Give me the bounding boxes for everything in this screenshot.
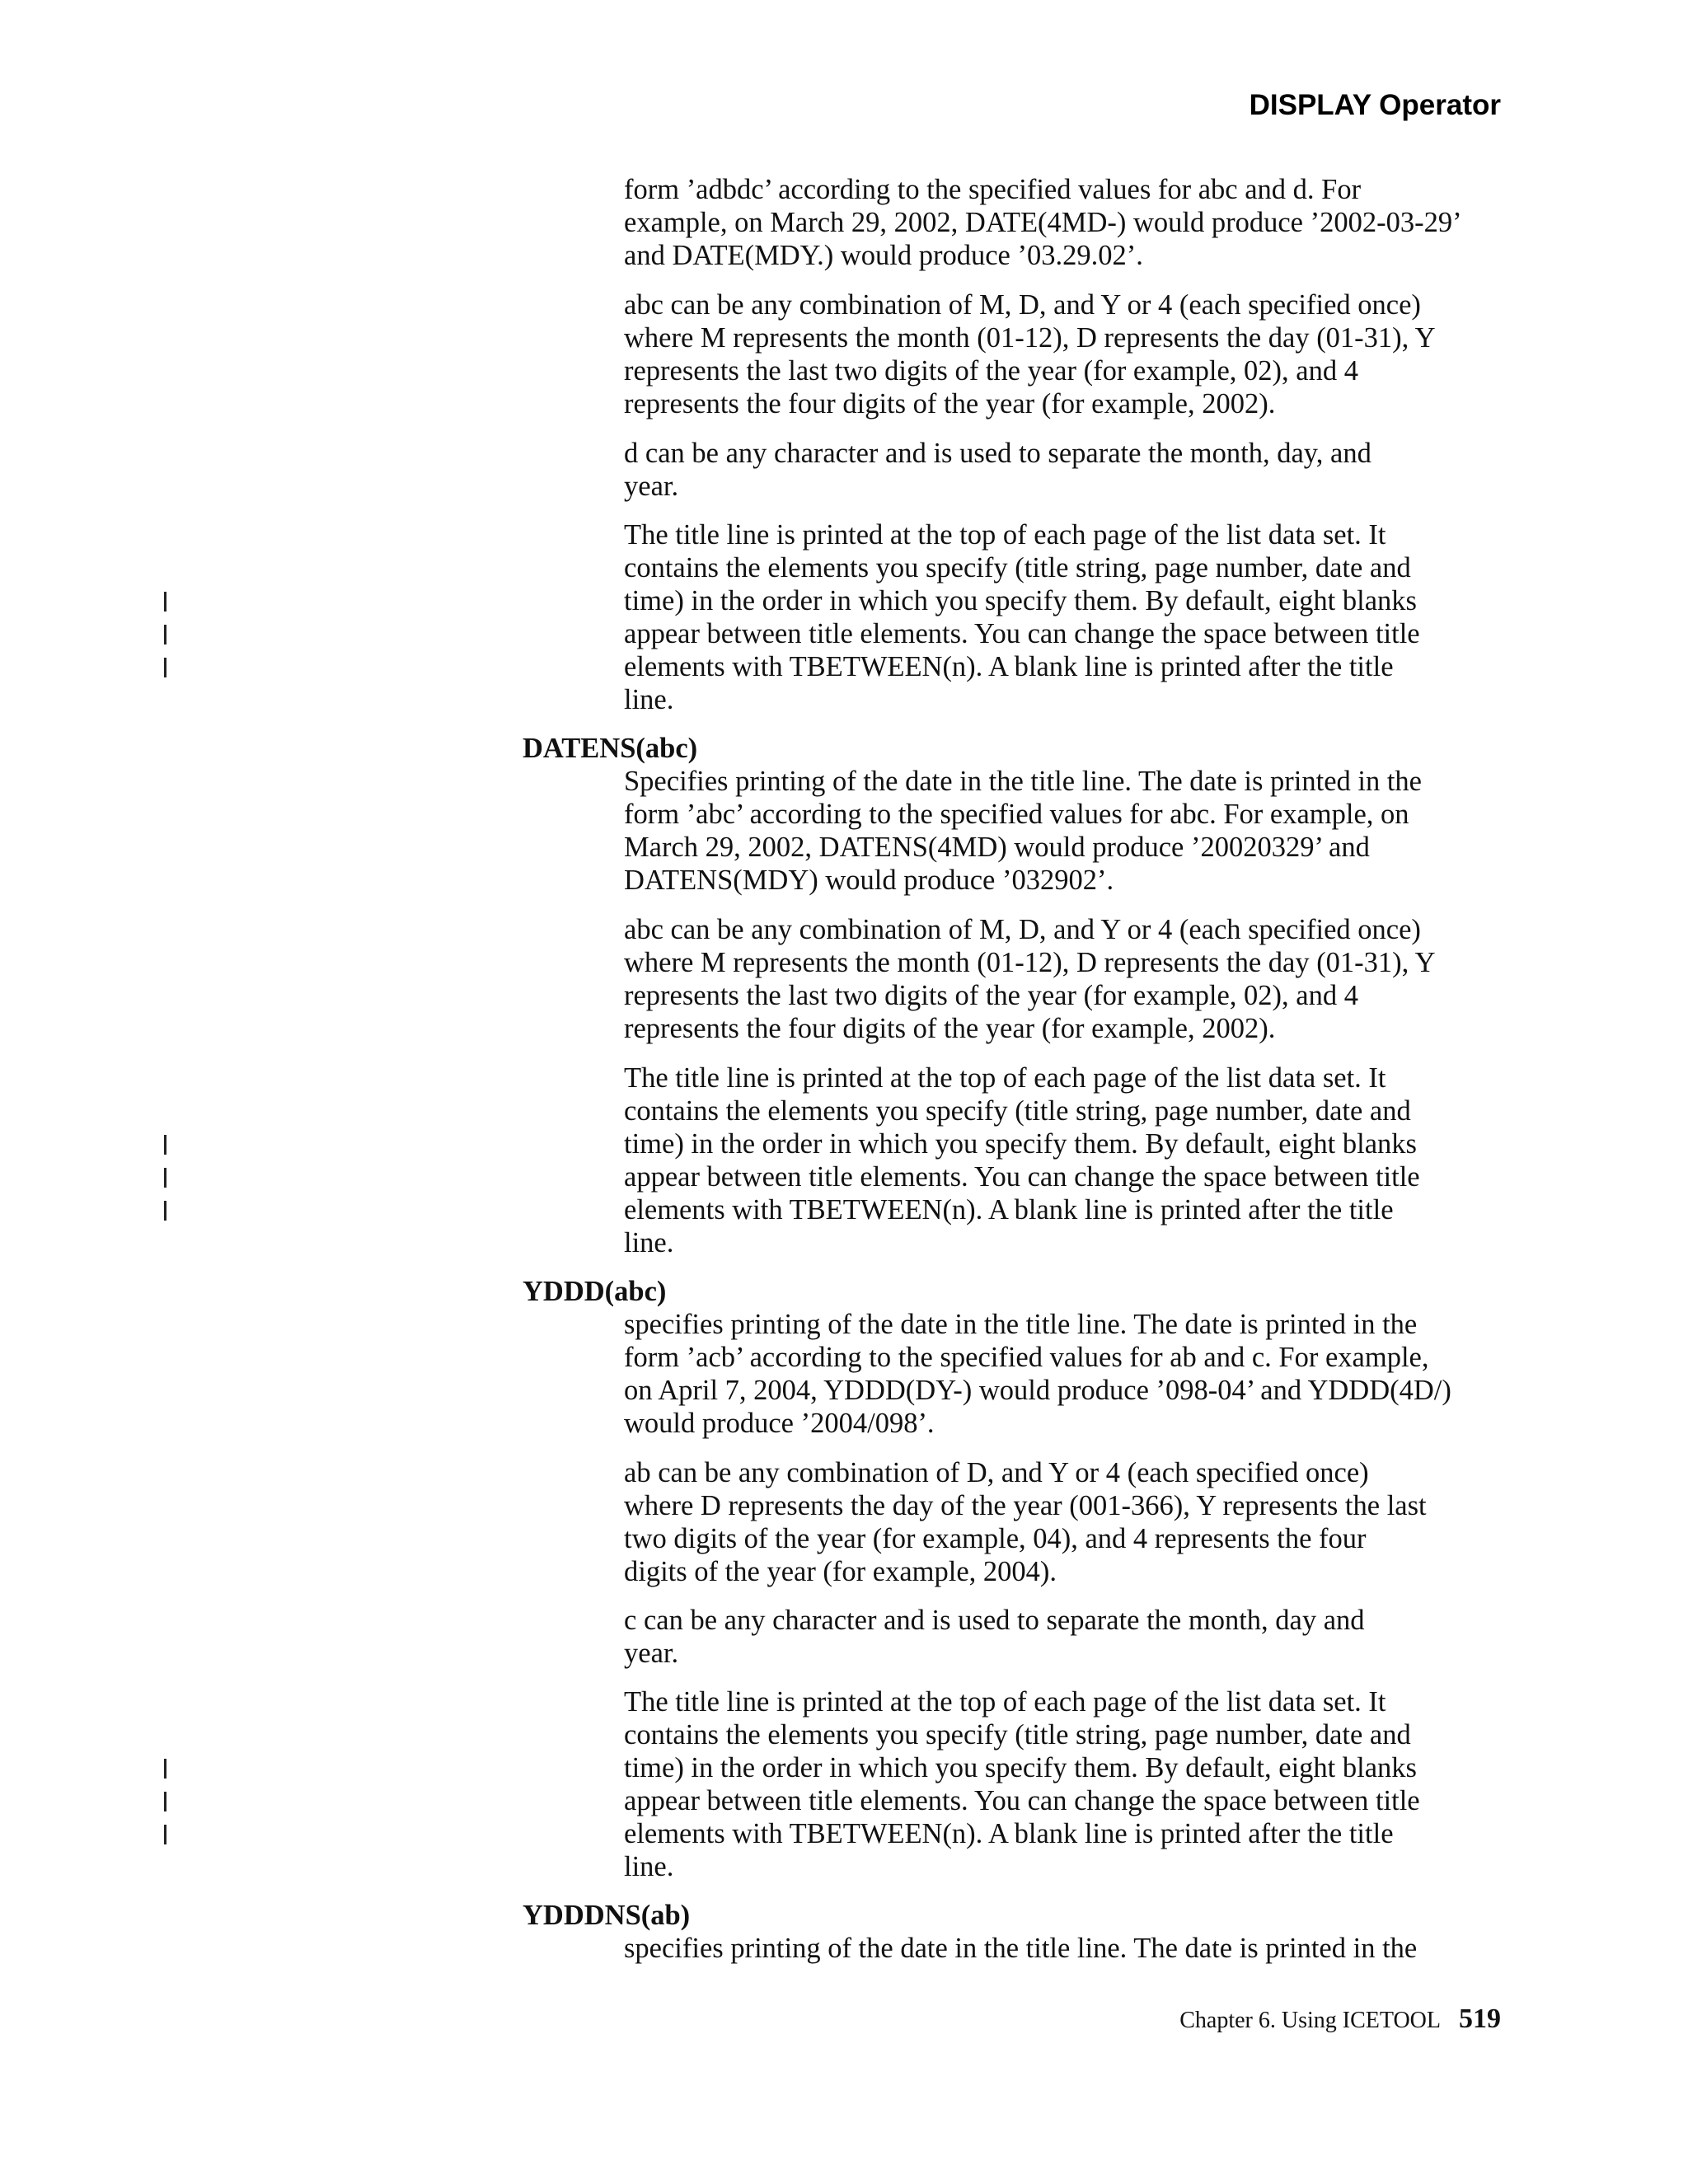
text-line: example, on March 29, 2002, DATE(4MD-) would produce ’2002-03-29’ [624, 207, 1462, 238]
text-line: elements with TBETWEEN(n). A blank line is printed after the title [624, 651, 1394, 682]
paragraph [624, 1685, 1531, 1883]
text-line: where M represents the month (01-12), D represents the day (01-31), Y [624, 947, 1436, 978]
chapter-label: Chapter 6. Using ICETOOL [1179, 2008, 1441, 2033]
paragraph [624, 173, 1531, 272]
text-line: contains the elements you specify (title string, page number, date and [624, 1095, 1411, 1127]
paragraph [624, 1604, 1531, 1670]
text-line: specifies printing of the date in the title line. The date is printed in the [624, 1309, 1418, 1340]
text-line: abc can be any combination of M, D, and Y or 4 (each specified once) [624, 289, 1421, 321]
text-line: form ’abc’ according to the specified values for abc. For example, on [624, 799, 1409, 830]
text-line: two digits of the year (for example, 04), and 4 represents the four [624, 1523, 1367, 1554]
text-line: time) in the order in which you specify them. By default, eight blanks [624, 585, 1417, 616]
text-line: represents the last two digits of the year (for example, 02), and 4 [624, 980, 1358, 1011]
revision-bar [164, 592, 166, 612]
paragraph [624, 1062, 1531, 1259]
paragraph [624, 437, 1531, 503]
text-line: abc can be any combination of M, D, and Y or 4 (each specified once) [624, 914, 1421, 945]
text-line: represents the last two digits of the year (for example, 02), and 4 [624, 355, 1358, 387]
text-line: appear between title elements. You can change the space between title [624, 1785, 1420, 1816]
text-line: form ’adbdc’ according to the specified values for abc and d. For [624, 174, 1362, 205]
paragraph [624, 913, 1531, 1045]
text-line: time) in the order in which you specify them. By default, eight blanks [624, 1128, 1417, 1160]
text-line: March 29, 2002, DATENS(4MD) would produce ’20020329’ and [624, 832, 1370, 863]
text-line: where D represents the day of the year (001-366), Y represents the last [624, 1490, 1427, 1521]
text-line: and DATE(MDY.) would produce ’03.29.02’. [624, 240, 1143, 271]
revision-bar [164, 1792, 166, 1811]
text-line: represents the four digits of the year (for example, 2002). [624, 388, 1276, 419]
definition-term: YDDDNS(ab) [523, 1900, 691, 1931]
paragraph [624, 1932, 1531, 1965]
text-line: digits of the year (for example, 2004). [624, 1556, 1057, 1587]
text-line: would produce ’2004/098’. [624, 1408, 935, 1439]
revision-bar [164, 1201, 166, 1221]
text-line: The title line is printed at the top of each page of the list data set. It [624, 1062, 1386, 1094]
paragraph [624, 1456, 1531, 1588]
text-line: form ’acb’ according to the specified values for ab and c. For example, [624, 1342, 1429, 1373]
page-footer [1179, 2004, 1501, 2035]
text-line: represents the four digits of the year (for example, 2002). [624, 1013, 1276, 1044]
text-line: c can be any character and is used to separate the month, day and [624, 1605, 1365, 1636]
revision-bar [164, 1759, 166, 1779]
paragraph [624, 288, 1531, 420]
text-line: line. [624, 684, 674, 715]
text-line: specifies printing of the date in the title line. The date is printed in the [624, 1933, 1418, 1964]
text-line: time) in the order in which you specify them. By default, eight blanks [624, 1752, 1417, 1783]
text-line: where M represents the month (01-12), D represents the day (01-31), Y [624, 322, 1436, 354]
definition-term: DATENS(abc) [523, 733, 698, 764]
text-line: elements with TBETWEEN(n). A blank line is printed after the title [624, 1194, 1394, 1226]
text-line: line. [624, 1851, 674, 1882]
text-line: DATENS(MDY) would produce ’032902’. [624, 865, 1114, 896]
paragraph [624, 1308, 1531, 1440]
text-line: year. [624, 471, 679, 502]
text-line: contains the elements you specify (title string, page number, date and [624, 1719, 1411, 1750]
paragraph [624, 518, 1531, 716]
definition-term: YDDD(abc) [523, 1276, 667, 1307]
text-line: The title line is printed at the top of each page of the list data set. It [624, 1686, 1386, 1718]
text-line: on April 7, 2004, YDDD(DY-) would produce ’098-04’ and YDDD(4D/) [624, 1375, 1451, 1406]
text-line: year. [624, 1638, 679, 1669]
running-header: DISPLAY Operator [1249, 89, 1501, 121]
text-line: The title line is printed at the top of each page of the list data set. It [624, 519, 1386, 551]
revision-bar [164, 1825, 166, 1844]
text-line: appear between title elements. You can change the space between title [624, 1161, 1420, 1193]
text-line: d can be any character and is used to separate the month, day, and [624, 438, 1372, 469]
paragraph [624, 765, 1531, 897]
text-line: Specifies printing of the date in the title line. The date is printed in the [624, 766, 1422, 797]
text-line: elements with TBETWEEN(n). A blank line is printed after the title [624, 1818, 1394, 1849]
revision-bar [164, 625, 166, 644]
text-line: contains the elements you specify (title string, page number, date and [624, 552, 1411, 583]
text-line: line. [624, 1227, 674, 1258]
page-number: 519 [1459, 2004, 1501, 2034]
revision-bar [164, 1168, 166, 1188]
text-line: ab can be any combination of D, and Y or 4 (each specified once) [624, 1457, 1369, 1488]
text-line: appear between title elements. You can change the space between title [624, 618, 1420, 649]
revision-bar [164, 1135, 166, 1155]
revision-bar [164, 658, 166, 677]
